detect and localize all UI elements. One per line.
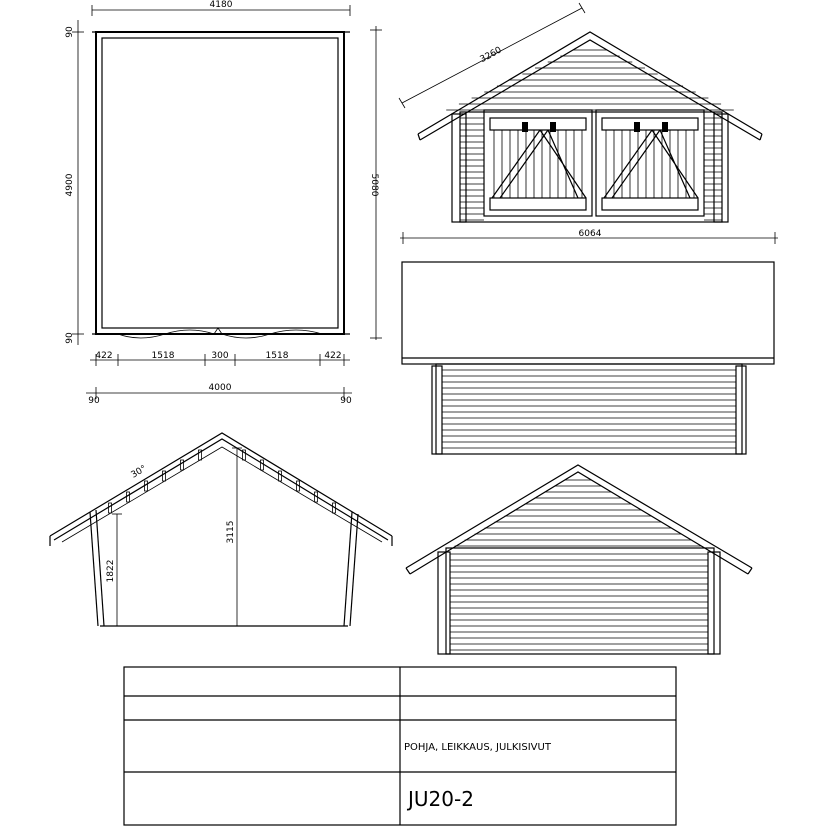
section-ridge-height-label: 3115 bbox=[226, 520, 236, 544]
purlin bbox=[181, 460, 184, 470]
plan-corner-tl-label: 90 bbox=[65, 26, 75, 38]
drawing-title: POHJA, LEIKKAUS, JULKISIVUT bbox=[404, 742, 551, 753]
front-elevation bbox=[399, 3, 778, 244]
front-total-width-label: 6064 bbox=[578, 229, 602, 239]
rear-elevation bbox=[406, 465, 752, 654]
plan-edge-right-label: 90 bbox=[340, 396, 352, 406]
front-wall-boards bbox=[460, 118, 722, 220]
front-roof-slope-label: 3260 bbox=[478, 45, 504, 66]
side-wall-boards bbox=[442, 370, 736, 448]
plan-seg-a-label: 422 bbox=[95, 351, 113, 361]
purlin bbox=[163, 471, 166, 481]
plan-seg-b-label: 1518 bbox=[151, 351, 175, 361]
plan-seg-c-label: 300 bbox=[211, 351, 229, 361]
purlin bbox=[109, 503, 112, 513]
plan-edge-left-label: 90 bbox=[88, 396, 100, 406]
plan-width-top-label: 4180 bbox=[209, 0, 233, 10]
plan-width-bottom-label: 4000 bbox=[208, 383, 232, 393]
plan-depth-right-label: 5080 bbox=[369, 173, 379, 197]
side-elevation bbox=[402, 262, 774, 454]
plan-corner-bl-label: 90 bbox=[65, 332, 75, 344]
title-block bbox=[124, 667, 676, 825]
plan-depth-left-label: 4900 bbox=[65, 173, 75, 197]
section-wall-height-label: 1822 bbox=[106, 559, 116, 583]
drawing-number: JU20-2 bbox=[408, 787, 474, 811]
section-roof-angle-label: 30° bbox=[129, 463, 149, 481]
plan-seg-d-label: 1518 bbox=[265, 351, 289, 361]
purlin bbox=[279, 471, 282, 481]
purlin bbox=[261, 460, 264, 470]
rear-wall-boards bbox=[450, 554, 708, 650]
cross-section bbox=[50, 433, 392, 626]
purlin bbox=[127, 492, 130, 502]
floor-plan bbox=[65, 0, 382, 406]
plan-seg-e-label: 422 bbox=[324, 351, 342, 361]
rear-gable-boards bbox=[455, 480, 702, 546]
